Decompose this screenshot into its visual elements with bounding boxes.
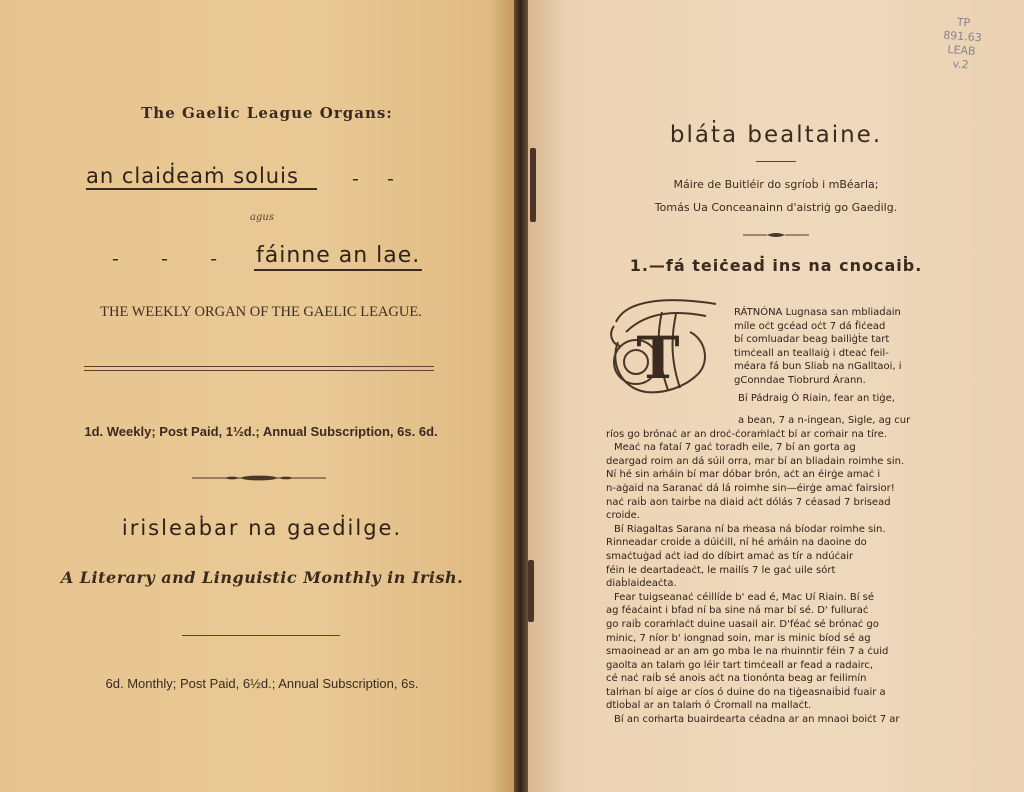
text-line: timċeall an teallaiġ i dteaċ feil-: [734, 347, 889, 359]
paragraph-1: [734, 306, 952, 388]
organ-fainne-an-lae: fáinne an lae.: [254, 243, 422, 271]
text-line: Fear tuigseanaċ céillíḋe b' eaḋ é, Mac Uí Riain. Bí sé: [614, 591, 875, 603]
agus-connector: agus: [250, 212, 274, 223]
leader-dashes: - -: [352, 166, 394, 190]
leader-dashes-2: - - -: [112, 246, 217, 270]
text-line: diaḃlaiḋeaċta.: [606, 578, 677, 590]
binding-thread: [528, 560, 534, 622]
organ-irisleabhar: irisleaḃar na gaeḋilge.: [121, 516, 403, 540]
text-line: míle oċt gcéad oċt 7 dá ḟiċead: [734, 320, 886, 332]
story-title: bláṫa bealtaine.: [669, 122, 883, 148]
text-line: méara fá bun Sliaḃ na nGalltaoi, i: [734, 361, 902, 373]
book-gutter: [514, 0, 528, 792]
text-line: minic, 7 níor b' iongnaḋ soin, mar is minic bíoḋ sé ag: [606, 632, 871, 644]
literary-monthly-line: A Literary and Linguistic Monthly in Irish.: [60, 568, 464, 587]
text-line: n-aġaiḋ na Saranaċ dá lá roimhe sin—éirġe amaċ fairsior!: [606, 482, 895, 494]
text-line: ríos go brónaċ ar an droċ-ċoraṁlaċt bí ar coṁair na tíre.: [606, 428, 888, 440]
byline-translator: Tomás Ua Conceanainn d'aistriġ go Gaeḋilg.: [654, 201, 898, 214]
text-line: gaolta an talaṁ go léir tart timċeall ar feaḋ a radairc,: [606, 659, 874, 671]
weekly-organ-line: THE WEEKLY ORGAN OF THE GAELIC LEAGUE.: [100, 304, 422, 320]
text-line: go raiḃ coraṁlaċt duine uasail air. D'féaċ sé brónaċ go: [606, 618, 879, 630]
weekly-price-line: 1d. Weekly; Post Paid, 1½d.; Annual Subscription, 6s. 6d.: [84, 424, 438, 439]
illuminated-initial-icon: [606, 292, 722, 400]
paragraph-2-first-line: [738, 392, 952, 406]
text-line: a bean, 7 a n-ingean, Sigle, ag cur: [738, 415, 911, 426]
organs-heading: The Gaelic League Organs:: [141, 104, 393, 122]
text-line: bí comluadar beag bailiġṫe tart: [734, 334, 890, 346]
chapter-heading: 1.—fá teiċeaḋ ins na cnocaiḃ.: [629, 256, 923, 275]
text-line: Bí Riagaltas Sarana ní ba ṁeasa ná bíodar roimhe sin.: [614, 523, 886, 535]
text-line: Bí an coṁarta buairdearta céadna ar an mnaoi boiċt 7 ar: [614, 714, 900, 726]
text-line: croiḋe.: [606, 510, 640, 522]
text-line: gConndae Tiobrurd Árann.: [734, 374, 866, 386]
text-line: smaoineaḋ ar an am go mba le na ṁuinntir féin 7 a ċuid: [606, 646, 889, 658]
text-line: smaċtuġaḋ aċt iad do ḋíbirt amaċ as tír a ndúċair: [606, 550, 854, 562]
pencil-line: 891.63: [942, 28, 983, 45]
text-line: cé naċ raiḃ sé anois aċt na tionónta beag ar feilimín: [606, 673, 867, 685]
title-rule: [756, 161, 796, 162]
initial-letter: T: [636, 324, 680, 392]
text-line: Rinneadar croiḋe a dúiċill, ní hé aṁáin na daoine do: [606, 537, 867, 549]
double-rule: [84, 366, 434, 371]
text-line: ag féaċaint i bfad ní ba sine ná mar bí sé. D' fulluraċ: [606, 605, 869, 617]
text-line: féin le deartaḋeaċt, le mailís 7 le gaċ uile sórt: [606, 564, 836, 576]
organ-claidheamh-soluis: an claiḋeaṁ soluis: [86, 164, 317, 190]
paragraph-body: [606, 414, 952, 727]
pencil-line: v.2: [952, 57, 970, 72]
pencil-shelfmark: [930, 14, 994, 74]
text-line: Bí Pádraig Ó Riain, fear an tiġe,: [738, 393, 895, 404]
text-line: dtioḃal ar an talaṁ ó Ċromall na mallaċt.: [606, 700, 812, 712]
text-line: RÁTNÓNA Lugnasa san mbliaḋain: [734, 307, 901, 318]
text-line: Ní hé sin aṁáin bí mar ḋóbar brón, aċt an éirġe amaċ i: [606, 469, 881, 481]
pencil-line: LEAB: [947, 43, 977, 58]
text-line: talṁan bí aige ar cíos ó duine do na tiġeasnaiḃiḋ fuair a: [606, 686, 886, 698]
ornament-divider: [192, 475, 326, 481]
text-line: deargaḋ roim an dá súil orra, mar bí an bliaḋain roimhe sin.: [606, 455, 905, 467]
ornament-divider: [743, 232, 809, 238]
monthly-price-line: 6d. Monthly; Post Paid, 6½d.; Annual Subscription, 6s.: [105, 676, 419, 691]
text-line: Meaċ na fataí 7 gaċ toradh eile, 7 bí an gorta ag: [614, 442, 856, 454]
byline-author: Máire de Buitléir do sgríoḃ i mBéarla;: [673, 178, 879, 191]
right-page: [528, 0, 1024, 792]
single-rule: [182, 635, 340, 636]
text-line: naċ raiḃ aon tairḃe na diaiḋ aċt dólás 7 céasaḋ 7 briseaḋ: [606, 496, 891, 508]
pencil-line: TP: [956, 15, 971, 30]
